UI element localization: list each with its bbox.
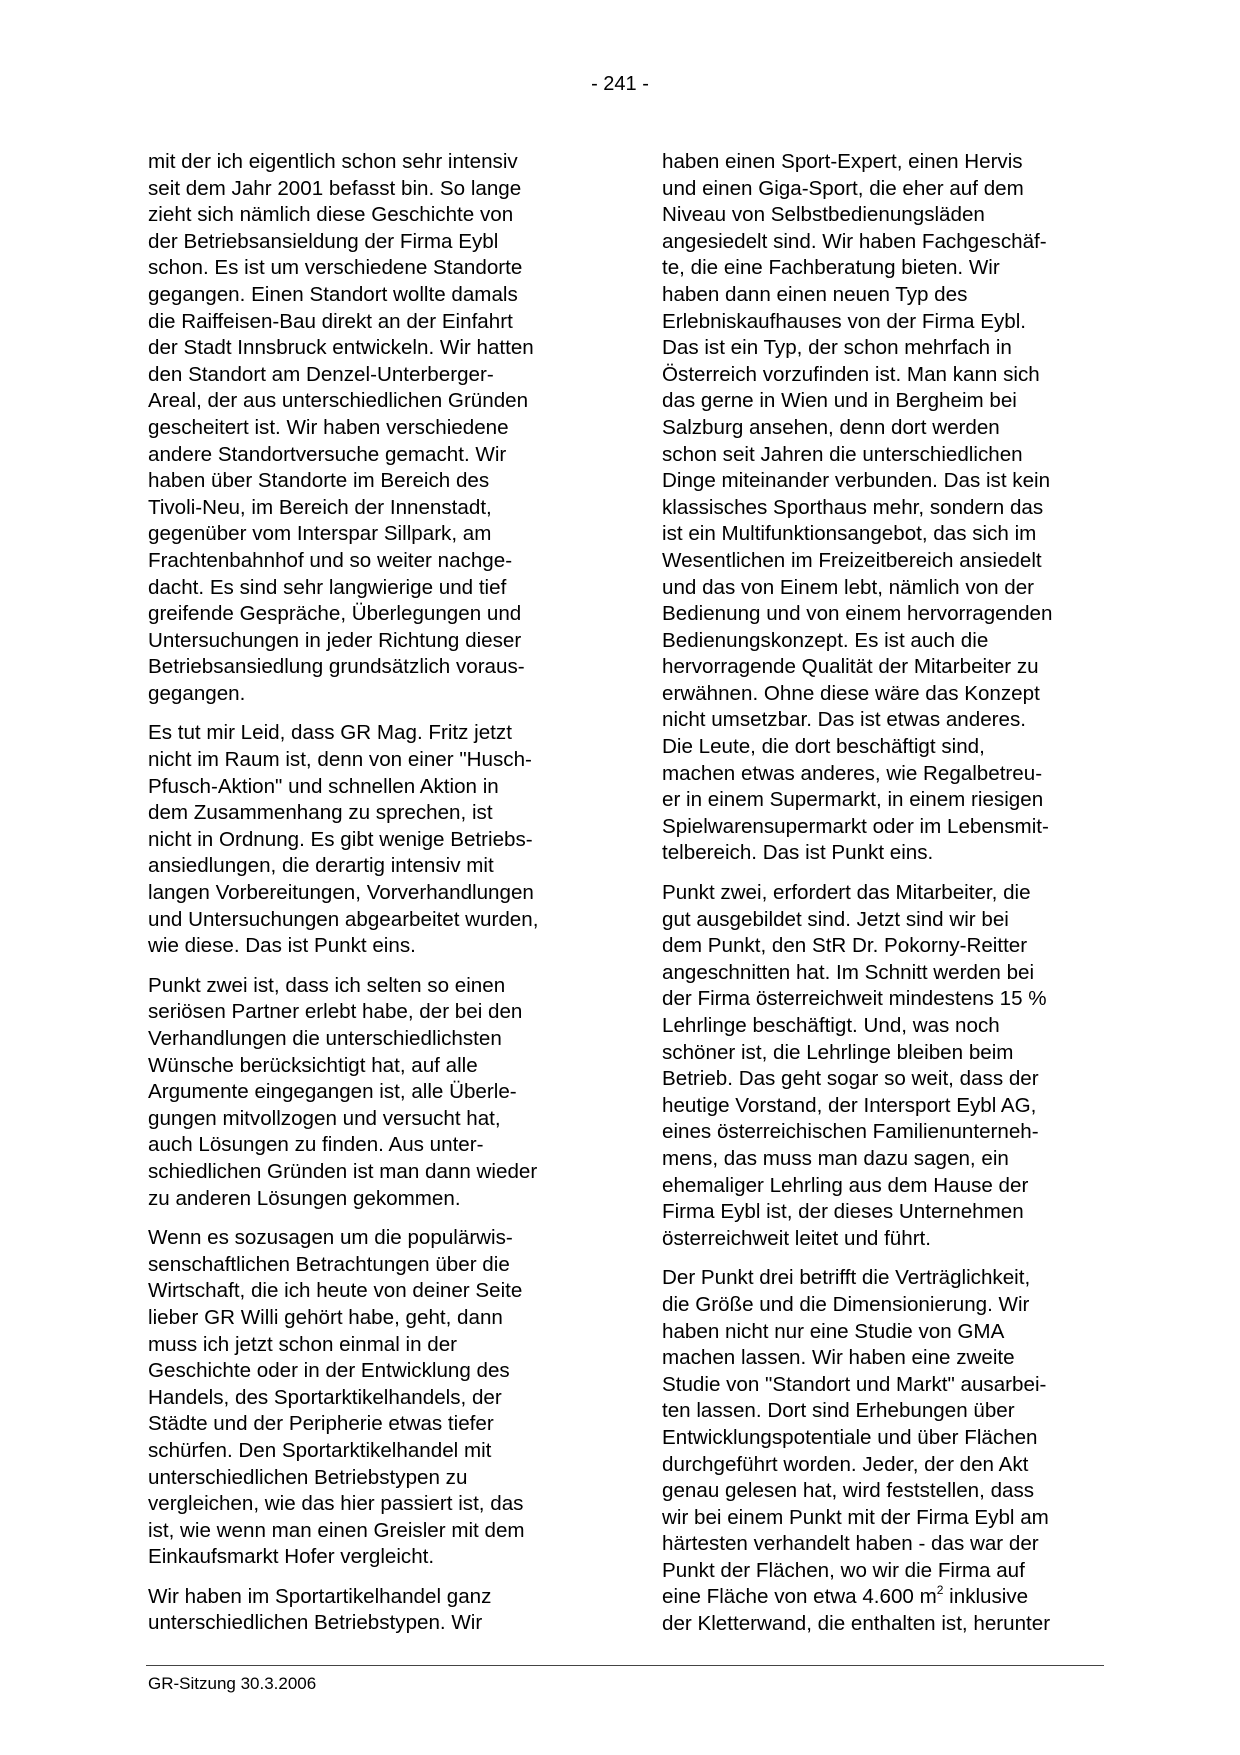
text-line: nicht umsetzbar. Das ist etwas anderes.	[662, 708, 1026, 732]
text-line: und Untersuchungen abgearbeitet wurden,	[148, 907, 539, 931]
text-line: angesiedelt sind. Wir haben Fachgeschäf-	[662, 229, 1047, 253]
text-line: Handels, des Sportarktikelhandels, der	[148, 1385, 502, 1409]
text-line: seit dem Jahr 2001 befasst bin. So lange	[148, 176, 522, 200]
text-line: wir bei einem Punkt mit der Firma Eybl am	[662, 1505, 1049, 1529]
text-line: Einkaufsmarkt Hofer vergleicht.	[148, 1545, 435, 1569]
text-line: Niveau von Selbstbedienungsläden	[662, 203, 985, 227]
text-line: haben nicht nur eine Studie von GMA	[662, 1319, 1005, 1343]
text-line: der Kletterwand, die enthalten ist, herunter	[662, 1612, 1051, 1636]
text-line: Dinge miteinander verbunden. Das ist kein	[662, 469, 1051, 493]
paragraph	[148, 1225, 588, 1571]
text-line: telbereich. Das ist Punkt eins.	[662, 841, 934, 865]
text-line: machen etwas anderes, wie Regalbetreu-	[662, 761, 1043, 785]
text-line: schöner ist, die Lehrlinge bleiben beim	[662, 1040, 1014, 1064]
text-line: Spielwarensupermarkt oder im Lebensmit-	[662, 814, 1049, 838]
text-line: heutige Vorstand, der Intersport Eybl AG,	[662, 1093, 1037, 1117]
text-line: Wir haben im Sportartikelhandel ganz	[148, 1584, 492, 1608]
text-line: zieht sich nämlich diese Geschichte von	[148, 203, 514, 227]
text-line: die Größe und die Dimensionierung. Wir	[662, 1292, 1030, 1316]
text-line: erwähnen. Ohne diese wäre das Konzept	[662, 681, 1040, 705]
text-line: te, die eine Fachberatung bieten. Wir	[662, 256, 1000, 280]
text-line: Wünsche berücksichtigt hat, auf alle	[148, 1053, 478, 1077]
text-line: härtesten verhandelt haben - das war der	[662, 1532, 1039, 1556]
text-line: senschaftlichen Betrachtungen über die	[148, 1252, 510, 1276]
text-line: Wesentlichen im Freizeitbereich ansiedelt	[662, 548, 1042, 572]
text-line: haben über Standorte im Bereich des	[148, 469, 490, 493]
text-line: Die Leute, die dort beschäftigt sind,	[662, 735, 985, 759]
area-text-before: eine Fläche von etwa 4.600 m	[662, 1585, 937, 1609]
text-line: langen Vorbereitungen, Vorverhandlungen	[148, 881, 534, 905]
text-line: Verhandlungen die unterschiedlichsten	[148, 1027, 502, 1050]
text-line: ist ein Multifunktionsangebot, das sich im	[662, 522, 1037, 546]
text-line: Der Punkt drei betrifft die Verträglichkeit,	[662, 1266, 1031, 1290]
text-line: den Standort am Denzel-Unterberger-	[148, 362, 494, 386]
text-line: Firma Eybl ist, der dieses Unternehmen	[662, 1200, 1024, 1224]
text-line: Punkt zwei, erfordert das Mitarbeiter, die	[662, 881, 1031, 905]
footer-divider	[146, 1665, 1104, 1666]
paragraph	[148, 1584, 588, 1637]
text-line: ehemaliger Lehrling aus dem Hause der	[662, 1173, 1029, 1197]
text-line: Entwicklungspotentiale und über Flächen	[662, 1425, 1038, 1449]
text-line: Bedienung und von einem hervorragenden	[662, 602, 1053, 626]
text-line: durchgeführt worden. Jeder, der den Akt	[662, 1452, 1029, 1476]
text-line: Städte und der Peripherie etwas tiefer	[148, 1412, 494, 1436]
text-line: Wirtschaft, die ich heute von deiner Seite	[148, 1279, 523, 1303]
text-line: Salzburg ansehen, denn dort werden	[662, 415, 1000, 439]
text-line: mit der ich eigentlich schon sehr intensiv	[148, 150, 518, 173]
text-line: Studie von "Standort und Markt" ausarbei-	[662, 1372, 1047, 1396]
text-line: vergleichen, wie das hier passiert ist, das	[148, 1492, 524, 1516]
text-line: machen lassen. Wir haben eine zweite	[662, 1346, 1015, 1370]
text-line: die Raiffeisen-Bau direkt an der Einfahrt	[148, 309, 513, 333]
text-line: andere Standortversuche gemacht. Wir	[148, 442, 507, 466]
square-superscript: 2	[936, 1583, 944, 1598]
text-line: Erlebniskaufhauses von der Firma Eybl.	[662, 309, 1026, 333]
text-line: das gerne in Wien und in Bergheim bei	[662, 389, 1017, 413]
text-line: gegangen.	[148, 681, 246, 705]
area-text-line	[662, 1584, 1102, 1611]
text-line: und einen Giga-Sport, die eher auf dem	[662, 176, 1024, 200]
text-line: eines österreichischen Familienunterneh-	[662, 1120, 1039, 1144]
text-line: dem Punkt, den StR Dr. Pokorny-Reitter	[662, 934, 1028, 958]
text-line: ist, wie wenn man einen Greisler mit dem	[148, 1518, 525, 1542]
paragraph	[662, 1265, 1102, 1637]
text-line: österreichweit leitet und führt.	[662, 1226, 931, 1250]
text-line: Punkt der Flächen, wo wir die Firma auf	[662, 1558, 1025, 1582]
text-line: Argumente eingegangen ist, alle Überle-	[148, 1080, 517, 1104]
paragraph	[148, 720, 588, 959]
text-line: Pfusch-Aktion" und schnellen Aktion in	[148, 774, 499, 798]
text-line: unterschiedlichen Betriebstypen. Wir	[148, 1611, 483, 1635]
text-line: Bedienungskonzept. Es ist auch die	[662, 628, 989, 652]
text-line: ten lassen. Dort sind Erhebungen über	[662, 1399, 1015, 1423]
text-line: genau gelesen hat, wird feststellen, dass	[662, 1479, 1035, 1503]
text-line: gegangen. Einen Standort wollte damals	[148, 282, 518, 306]
text-line: Areal, der aus unterschiedlichen Gründen	[148, 389, 529, 413]
text-line: der Betriebsansieldung der Firma Eybl	[148, 229, 499, 253]
text-line: angeschnitten hat. Im Schnitt werden bei	[662, 960, 1035, 984]
text-line: klassisches Sporthaus mehr, sondern das	[662, 495, 1044, 519]
text-line: zu anderen Lösungen gekommen.	[148, 1186, 461, 1210]
text-line: gungen mitvollzogen und versucht hat,	[148, 1106, 501, 1130]
text-line: Es tut mir Leid, dass GR Mag. Fritz jetzt	[148, 721, 512, 745]
text-line: gut ausgebildet sind. Jetzt sind wir bei	[662, 907, 1009, 931]
left-column	[148, 149, 588, 1650]
text-line: Frachtenbahnhof und so weiter nachge-	[148, 548, 513, 572]
text-line: der Firma österreichweit mindestens 15 %	[662, 987, 1047, 1011]
text-line: ansiedlungen, die derartig intensiv mit	[148, 854, 494, 878]
text-line: mens, das muss man dazu sagen, ein	[662, 1146, 1009, 1170]
text-line: haben einen Sport-Expert, einen Hervis	[662, 150, 1023, 173]
text-line: wie diese. Das ist Punkt eins.	[148, 934, 416, 958]
text-line: auch Lösungen zu finden. Aus unter-	[148, 1133, 484, 1157]
paragraph	[662, 149, 1102, 867]
text-line: Tivoli-Neu, im Bereich der Innenstadt,	[148, 495, 492, 519]
text-line: dem Zusammenhang zu sprechen, ist	[148, 801, 493, 825]
text-line: nicht im Raum ist, denn von einer "Husch-	[148, 748, 532, 772]
text-line: hervorragende Qualität der Mitarbeiter zu	[662, 655, 1039, 679]
text-line: gescheitert ist. Wir haben verschiedene	[148, 415, 509, 439]
text-line: greifende Gespräche, Überlegungen und	[148, 602, 522, 626]
page-number: - 241 -	[591, 73, 649, 95]
text-line: der Stadt Innsbruck entwickeln. Wir hatten	[148, 336, 534, 360]
text-line: unterschiedlichen Betriebstypen zu	[148, 1465, 468, 1489]
text-line: Untersuchungen in jeder Richtung dieser	[148, 628, 522, 652]
paragraph	[662, 880, 1102, 1252]
text-line: Lehrlinge beschäftigt. Und, was noch	[662, 1014, 1000, 1037]
text-line: Österreich vorzufinden ist. Man kann sich	[662, 362, 1040, 386]
text-line: gegenüber vom Interspar Sillpark, am	[148, 522, 492, 546]
text-line: lieber GR Willi gehört habe, geht, dann	[148, 1305, 503, 1329]
footer-session-date: GR-Sitzung 30.3.2006	[148, 1674, 317, 1693]
right-column	[662, 149, 1102, 1651]
text-line: Geschichte oder in der Entwicklung des	[148, 1359, 510, 1383]
text-line: nicht in Ordnung. Es gibt wenige Betriebs-	[148, 827, 533, 851]
text-line: dacht. Es sind sehr langwierige und tief	[148, 575, 507, 599]
text-line: haben dann einen neuen Typ des	[662, 282, 968, 306]
text-line: Wenn es sozusagen um die populärwis-	[148, 1226, 513, 1250]
text-line: schon seit Jahren die unterschiedlichen	[662, 442, 1023, 466]
paragraph	[148, 973, 588, 1212]
text-line: schürfen. Den Sportarktikelhandel mit	[148, 1438, 492, 1462]
area-text-after: inklusive	[943, 1585, 1029, 1609]
text-line: Betrieb. Das geht sogar so weit, dass der	[662, 1067, 1039, 1091]
text-line: muss ich jetzt schon einmal in der	[148, 1332, 458, 1356]
text-line: schon. Es ist um verschiedene Standorte	[148, 256, 523, 280]
text-line: Betriebsansiedlung grundsätzlich voraus-	[148, 655, 525, 679]
text-line: Punkt zwei ist, dass ich selten so einen	[148, 973, 506, 997]
text-line: Das ist ein Typ, der schon mehrfach in	[662, 336, 1012, 360]
paragraph	[148, 149, 588, 707]
text-line: und das von Einem lebt, nämlich von der	[662, 575, 1035, 599]
text-line: seriösen Partner erlebt habe, der bei den	[148, 1000, 523, 1024]
text-line: er in einem Supermarkt, in einem riesigen	[662, 788, 1044, 812]
text-line: schiedlichen Gründen ist man dann wieder	[148, 1159, 538, 1183]
